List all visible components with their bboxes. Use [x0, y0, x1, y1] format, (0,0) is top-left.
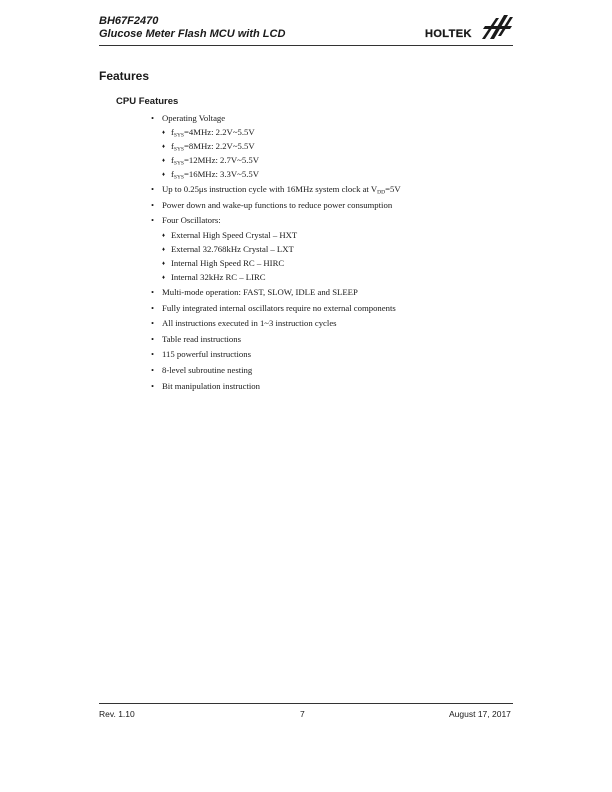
diamond-bullet-icon: ♦: [162, 130, 166, 136]
feature-item-text: $f_{SYS}=8MHz$: 2.2V~5.5V: [171, 141, 255, 153]
feature-item-level1: [151, 287, 358, 298]
feature-item-level1: [151, 200, 393, 211]
feature-item-text: Internal 32kHz RC – LIRC: [171, 272, 266, 282]
feature-item-text: $f_{SYS}=4MHz$: 2.2V~5.5V: [171, 127, 255, 139]
feature-item-text: Bit manipulation instruction: [162, 381, 260, 391]
bullet-icon: •: [151, 349, 155, 359]
diamond-bullet-icon: ♦: [162, 144, 166, 150]
feature-item-text: Operating Voltage: [162, 113, 226, 123]
feature-item-text: Internal High Speed RC – HIRC: [171, 258, 285, 268]
feature-item-level2: [162, 230, 298, 241]
feature-item-level2: [162, 169, 259, 184]
header-rule: [99, 45, 513, 46]
footer-rule: [99, 703, 513, 704]
bullet-icon: •: [151, 318, 155, 328]
feature-item-text: Multi-mode operation: FAST, SLOW, IDLE and SLEEP: [162, 287, 358, 297]
bullet-icon: •: [151, 381, 155, 391]
footer-revision: Rev. 1.10: [99, 709, 135, 719]
feature-item-level1: [151, 365, 253, 376]
bullet-icon: •: [151, 334, 155, 344]
feature-item-level1: [151, 215, 221, 226]
feature-item-level1: [151, 113, 226, 124]
feature-item-text: All instructions executed in 1~3 instruction cycles: [162, 318, 337, 328]
feature-item-text: Up to 0.25μs instruction cycle with 16MHz system clock at $V_{DD}=5V$: [162, 184, 401, 196]
feature-item-text: External High Speed Crystal – HXT: [171, 230, 298, 240]
feature-item-level2: [162, 141, 255, 156]
feature-item-level1: [151, 184, 401, 199]
bullet-icon: •: [151, 287, 155, 297]
feature-item-level1: [151, 349, 251, 360]
feature-item-level2: [162, 272, 266, 283]
document-title: Glucose Meter Flash MCU with LCD: [99, 28, 286, 40]
bullet-icon: •: [151, 200, 155, 210]
footer-page-number: 7: [300, 709, 305, 719]
diamond-bullet-icon: ♦: [162, 233, 166, 239]
feature-item-text: Power down and wake-up functions to reduce power consumption: [162, 200, 393, 210]
feature-item-text: 8-level subroutine nesting: [162, 365, 253, 375]
feature-item-level1: [151, 303, 396, 314]
section-title: Features: [99, 69, 150, 83]
diamond-bullet-icon: ♦: [162, 247, 166, 253]
feature-item-level1: [151, 334, 242, 345]
diamond-bullet-icon: ♦: [162, 172, 166, 178]
bullet-icon: •: [151, 365, 155, 375]
diamond-bullet-icon: ♦: [162, 261, 166, 267]
holtek-logo: [424, 12, 516, 42]
holtek-logo-text: HOLTEK: [425, 28, 472, 40]
subsection-title: CPU Features: [116, 96, 179, 107]
bullet-icon: •: [151, 215, 155, 225]
document-header: [99, 15, 359, 41]
feature-item-level2: [162, 127, 255, 142]
bullet-icon: •: [151, 303, 155, 313]
feature-item-text: $f_{SYS}=16MHz$: 3.3V~5.5V: [171, 169, 259, 181]
feature-item-text: Table read instructions: [162, 334, 242, 344]
footer-date: August 17, 2017: [449, 709, 511, 719]
feature-item-level2: [162, 258, 285, 269]
feature-item-text: Four Oscillators:: [162, 215, 221, 225]
feature-item-level2: [162, 244, 294, 255]
holtek-logo-mark-icon: [482, 15, 513, 39]
feature-item-level2: [162, 155, 259, 170]
feature-item-text: External 32.768kHz Crystal – LXT: [171, 244, 294, 254]
bullet-icon: •: [151, 184, 155, 194]
feature-item-text: $f_{SYS}=12MHz$: 2.7V~5.5V: [171, 155, 259, 167]
feature-item-level1: [151, 318, 337, 329]
feature-item-text: Fully integrated internal oscillators require no external components: [162, 303, 396, 313]
feature-item-text: 115 powerful instructions: [162, 349, 251, 359]
document-id: BH67F2470: [99, 15, 159, 27]
feature-item-level1: [151, 381, 260, 392]
diamond-bullet-icon: ♦: [162, 158, 166, 164]
bullet-icon: •: [151, 113, 155, 123]
diamond-bullet-icon: ♦: [162, 275, 166, 281]
